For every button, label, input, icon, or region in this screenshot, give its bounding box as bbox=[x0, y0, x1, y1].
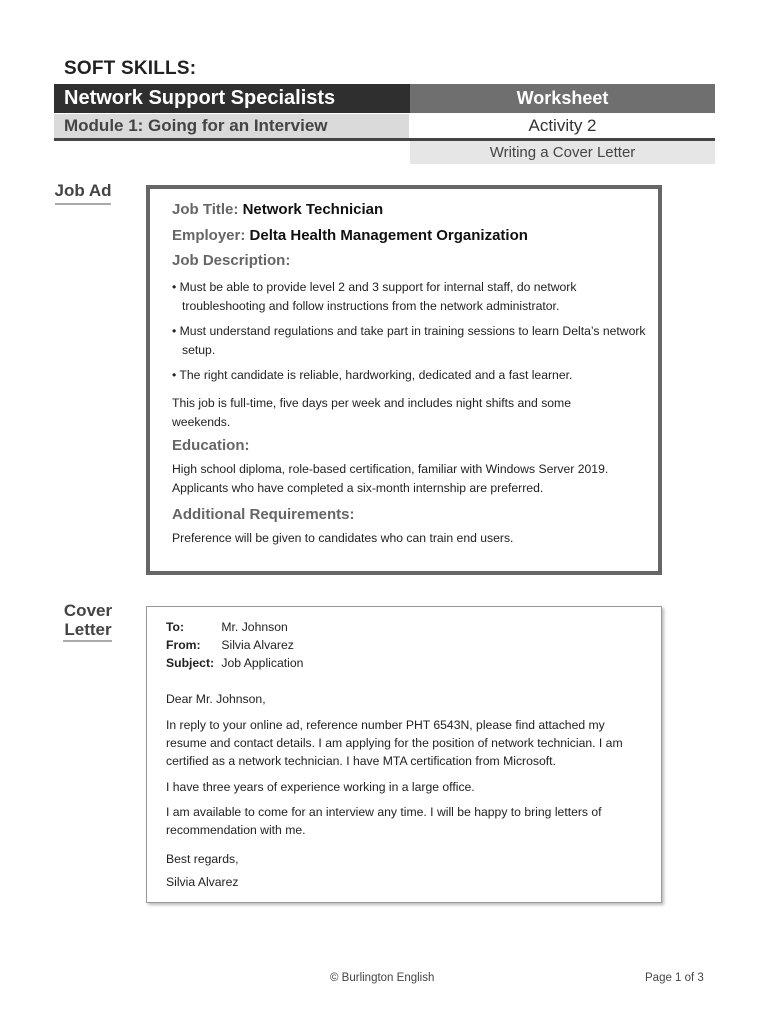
employer-label: Employer: bbox=[172, 227, 246, 244]
series-title: SOFT SKILLS: bbox=[64, 58, 197, 79]
memo-subject-row bbox=[166, 654, 303, 672]
memo-to-label: To: bbox=[166, 620, 185, 634]
footer-page-number: Page 1 of 3 bbox=[645, 972, 704, 984]
job-bullet: • Must understand regulations and take part in training sessions to learn Delta’s network setup. bbox=[172, 324, 646, 357]
cover-letter-box bbox=[146, 606, 662, 903]
course-title: Network Support Specialists bbox=[64, 87, 336, 109]
memo-subject-value: Job Application bbox=[221, 656, 304, 670]
footer-copyright: © Burlington English bbox=[330, 972, 435, 984]
job-title-label: Job Title: bbox=[172, 201, 239, 218]
education-text: High school diploma, role-based certification, familiar with Windows Server 2019. Applicants who have completed a six-month internship are preferred. bbox=[172, 462, 609, 495]
letter-paragraph: In reply to your online ad, reference number PHT 6543N, please find attached my resume and contact details. I am applying for the position of network technician. I am certified as a network technician. I have MTA certification from Microsoft. bbox=[166, 718, 623, 768]
memo-from-row bbox=[166, 636, 294, 654]
letter-signature: Silvia Alvarez bbox=[166, 875, 239, 889]
memo-subject-label: Subject: bbox=[166, 656, 215, 670]
letter-paragraph: I am available to come for an interview any time. I will be happy to bring letters of recommendation with me. bbox=[166, 805, 602, 837]
job-title-line bbox=[172, 201, 383, 218]
cover-label-line1: Cover bbox=[63, 601, 113, 620]
memo-from-value: Silvia Alvarez bbox=[221, 638, 294, 652]
job-ad-box bbox=[146, 185, 662, 575]
module-bar bbox=[54, 114, 409, 138]
worksheet-bar bbox=[410, 84, 715, 113]
job-bullet: • The right candidate is reliable, hardworking, dedicated and a fast learner. bbox=[172, 368, 573, 382]
employer-value: Delta Health Management Organization bbox=[249, 227, 528, 244]
employer-line bbox=[172, 227, 528, 244]
memo-from-label: From: bbox=[166, 638, 201, 652]
job-ad-label-rule bbox=[55, 203, 111, 205]
module-title: Module 1: Going for an Interview bbox=[64, 116, 328, 135]
additional-requirements-text: Preference will be given to candidates who can train end users. bbox=[172, 531, 514, 545]
cover-label-line2: Letter bbox=[64, 620, 112, 639]
course-title-bar bbox=[54, 84, 410, 113]
cover-letter-label bbox=[58, 601, 118, 639]
memo-to-value: Mr. Johnson bbox=[221, 620, 288, 634]
worksheet-label: Worksheet bbox=[516, 88, 609, 108]
job-schedule: This job is full-time, five days per week and includes night shifts and some weekends. bbox=[172, 396, 571, 429]
additional-requirements-heading: Additional Requirements: bbox=[172, 506, 355, 523]
job-bullet: • Must be able to provide level 2 and 3 support for internal staff, do network troubleshooting and follow instructions from the network administrator. bbox=[172, 280, 577, 313]
job-description-heading: Job Description: bbox=[172, 252, 291, 269]
letter-greeting: Dear Mr. Johnson, bbox=[166, 692, 266, 706]
memo-to-row bbox=[166, 618, 288, 636]
activity-title: Writing a Cover Letter bbox=[410, 141, 715, 164]
job-ad-label: Job Ad bbox=[54, 181, 112, 200]
activity-label: Activity 2 bbox=[528, 116, 597, 135]
letter-closing: Best regards, bbox=[166, 852, 239, 866]
letter-paragraph: I have three years of experience working in a large office. bbox=[166, 780, 475, 794]
cover-letter-label-rule bbox=[63, 640, 112, 642]
education-heading: Education: bbox=[172, 437, 250, 454]
job-title-value: Network Technician bbox=[242, 201, 384, 218]
